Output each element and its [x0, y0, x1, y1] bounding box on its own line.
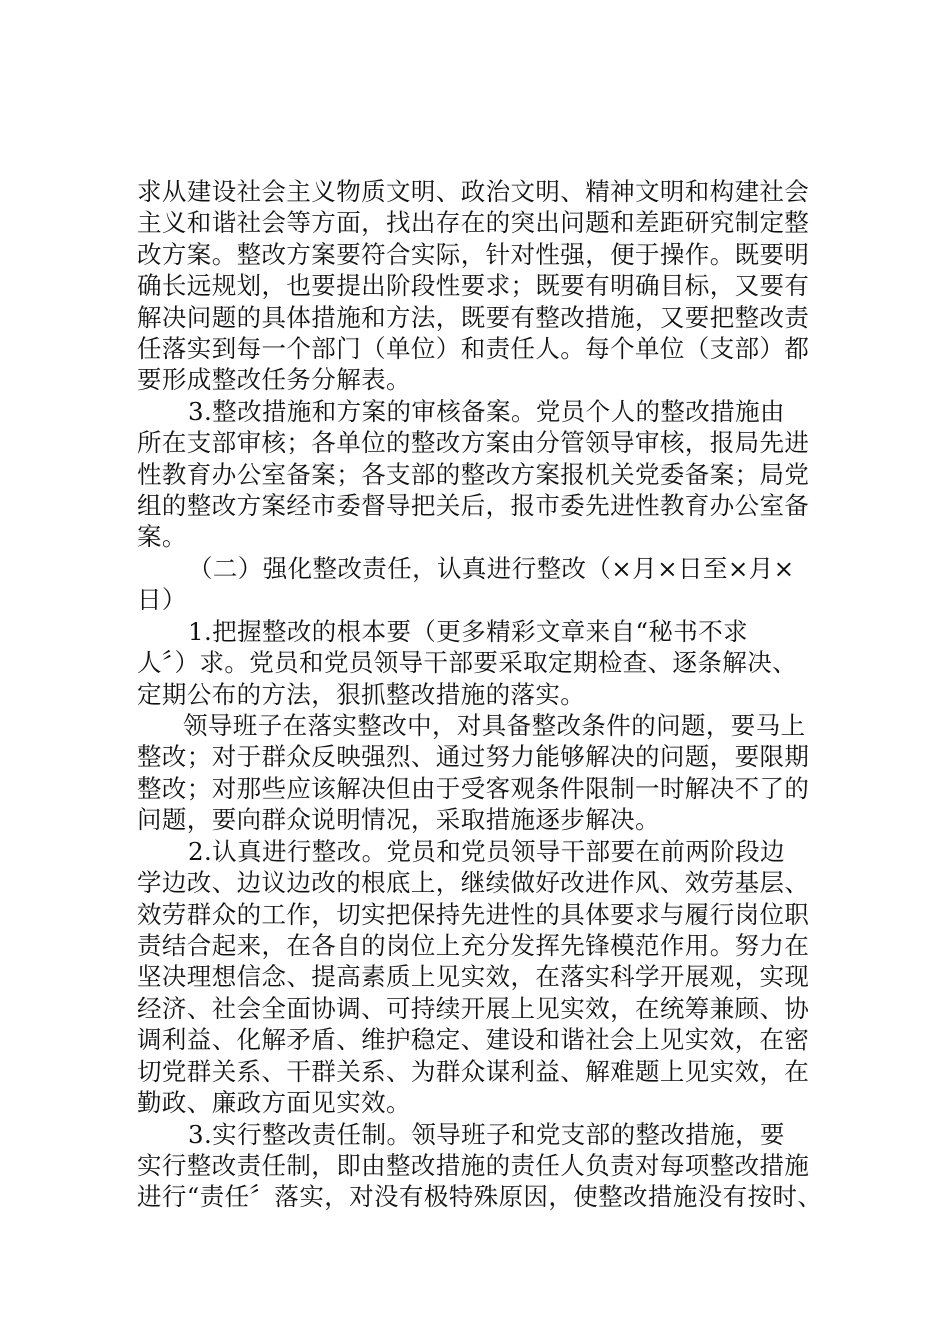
text-line: 案。	[137, 522, 187, 551]
text-line: 主义和谐社会等方面，找出存在的突出问题和差距研究制定整	[137, 208, 810, 237]
text-line: 经济、社会全面协调、可持续开展上见实效，在统筹兼顾、协	[137, 994, 810, 1023]
text-line: 定期公布的方法，狠抓整改措施的落实。	[137, 680, 586, 709]
text-line: 勤政、廉政方面见实效。	[137, 1088, 411, 1117]
text-line: 责结合起来，在各自的岗位上充分发挥先锋模范作用。努力在	[137, 931, 810, 960]
text-line: 学边改、边议边改的根底上，继续做好改进作风、效劳基层、	[137, 868, 810, 897]
text-line: 日）	[137, 585, 187, 614]
text-line: 问题，要向群众说明情况，采取措施逐步解决。	[137, 805, 660, 834]
section-heading: 2.认真进行整改。党员和党员领导干部要在前两阶段边	[188, 837, 785, 866]
text-line: 性教育办公室备案；各支部的整改方案报机关党委备案；局党	[137, 460, 810, 489]
text-line: 整改；对那些应该解决但由于受客观条件限制一时解决不了的	[137, 774, 810, 803]
text-line: 切党群关系、干群关系、为群众谋利益、解难题上见实效，在	[137, 1057, 810, 1086]
text-line: 调利益、化解矛盾、维护稳定、建设和谐社会上见实效，在密	[137, 1025, 810, 1054]
text-line: 改方案。整改方案要符合实际，针对性强，便于操作。既要明	[137, 240, 810, 269]
text-line: 确长远规划，也要提出阶段性要求；既要有明确目标，又要有	[137, 271, 810, 300]
text-line: 要形成整改任务分解表。	[137, 365, 411, 394]
text-line: 人〞）求。党员和党员领导干部要采取定期检查、逐条解决、	[137, 648, 798, 677]
section-heading: 1.把握整改的根本要（更多精彩文章来自“秘书不求	[188, 617, 748, 646]
text-line: 效劳群众的工作，切实把保持先进性的具体要求与履行岗位职	[137, 900, 810, 929]
text-line: 求从建设社会主义物质文明、政治文明、精神文明和构建社会	[137, 177, 810, 206]
text-line: 组的整改方案经市委督导把关后，报市委先进性教育办公室备	[137, 491, 810, 520]
text-line: 所在支部审核；各单位的整改方案由分管领导审核，报局先进	[137, 428, 810, 457]
text-line: 任落实到每一个部门（单位）和责任人。每个单位（支部）都	[137, 334, 810, 363]
text-line: 整改；对于群众反映强烈、通过努力能够解决的问题，要限期	[137, 742, 810, 771]
text-line: 实行整改责任制，即由整改措施的责任人负责对每项整改措施	[137, 1151, 810, 1180]
section-heading: 3.实行整改责任制。领导班子和党支部的整改措施，要	[188, 1120, 785, 1149]
section-heading: （二）强化整改责任，认真进行整改（×月×日至×月×	[188, 554, 795, 583]
paragraph-first-line: 领导班子在落实整改中，对具备整改条件的问题，要马上	[183, 711, 806, 740]
section-heading: 3.整改措施和方案的审核备案。党员个人的整改措施由	[188, 397, 785, 426]
text-line: 坚决理想信念、提高素质上见实效，在落实科学开展观，实现	[137, 962, 810, 991]
text-line: 进行“责任〞落实，对没有极特殊原因，使整改措施没有按时、	[137, 1182, 823, 1211]
text-line: 解决问题的具体措施和方法，既要有整改措施，又要把整改责	[137, 303, 810, 332]
